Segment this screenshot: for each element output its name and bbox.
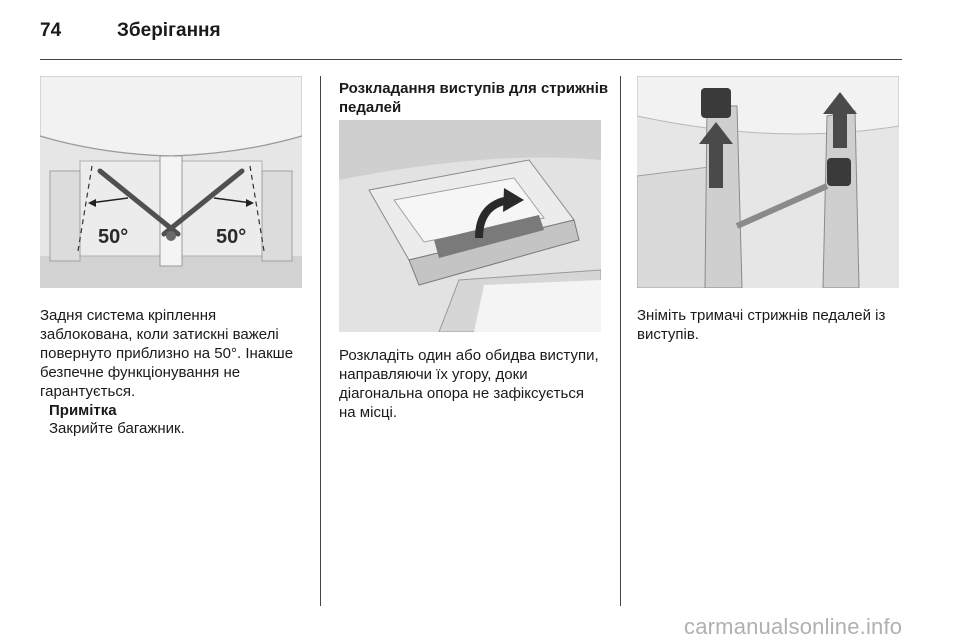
angle-label-left: 50° [98,226,129,248]
illustration-clamp-levers [40,76,302,288]
note-text: Закрийте багажник. [49,420,185,437]
angle-label-right: 50° [216,226,247,248]
col1-body-text: Задня система кріплення заблокована, коли затискні важелі повернуто приблизно на 50°. Інакше безпечне функціонування не гарантується. [40,307,294,400]
illustration-unfold-mount [339,120,601,332]
column-divider-right [620,76,621,606]
col2-body-text: Розкладіть один або обидва виступи, направляючи їх угору, доки діагональна опора не зафіксується на місці. [339,347,599,421]
col3-body-text: Зніміть тримачі стрижнів педалей із виступів. [637,307,886,343]
watermark: carmanualsonline.info [684,614,903,639]
illustration-remove-holders [637,76,899,288]
col2-heading: Розкладання виступів для стрижнів педалей [339,80,609,116]
page-number: 74 [40,20,62,41]
section-title: Зберігання [117,20,221,41]
header-rule [40,59,902,60]
column-divider-left [320,76,321,606]
note-title: Примітка [49,402,117,419]
